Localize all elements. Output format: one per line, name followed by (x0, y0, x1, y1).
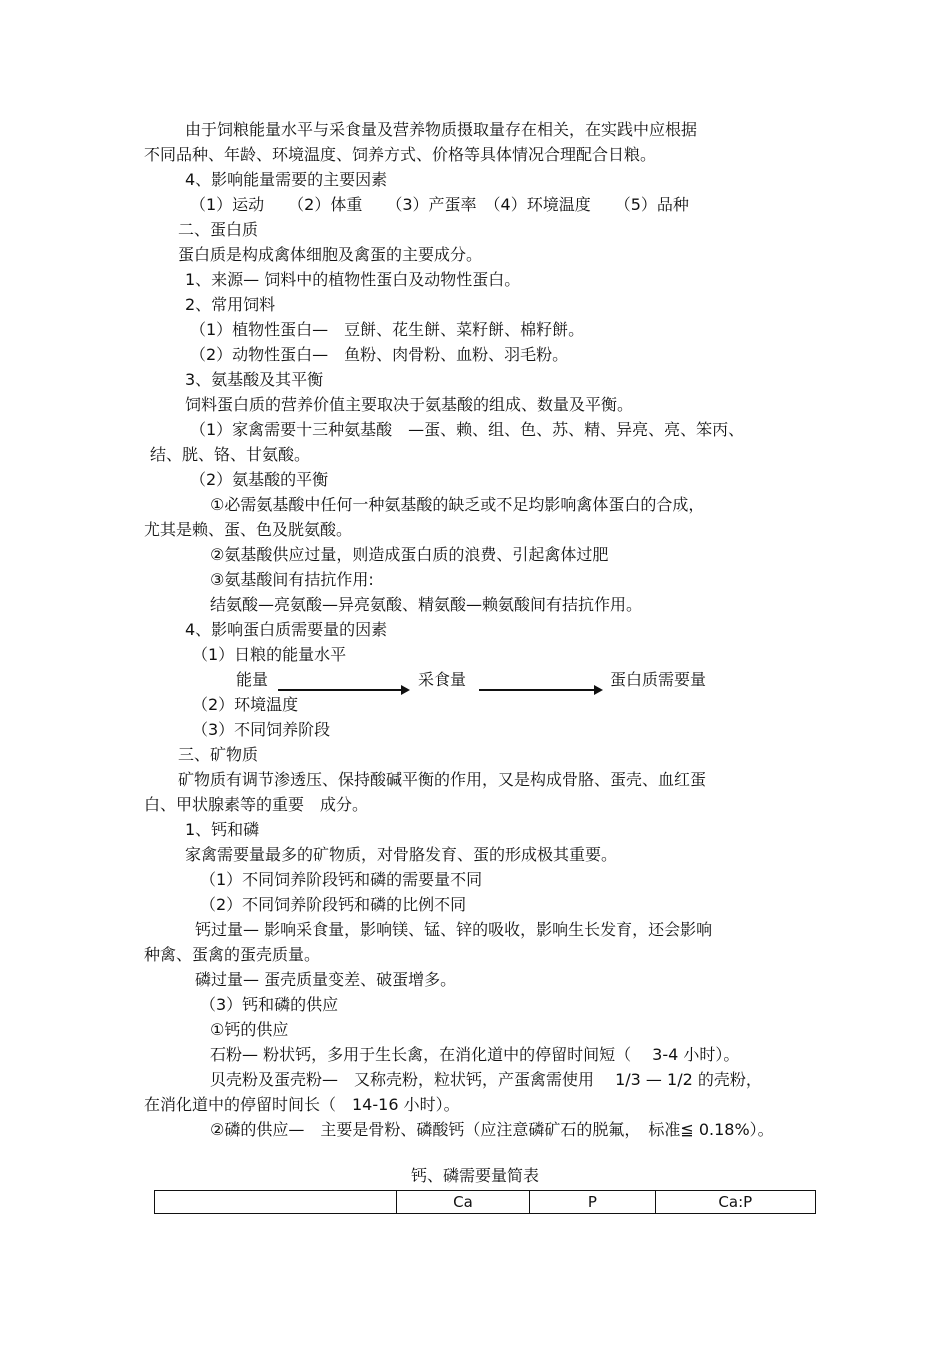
flow-label-intake: 采食量 (418, 670, 467, 689)
paragraph-line: 磷过量— 蛋壳质量变差、破蛋增多。 (195, 970, 457, 989)
section-heading: 1、钙和磷 (185, 820, 260, 839)
flow-label-energy: 能量 (236, 670, 269, 689)
paragraph-line: 种禽、蛋禽的蛋壳质量。 (144, 945, 321, 964)
flow-arrow-icon (278, 689, 408, 691)
paragraph-line: （2）环境温度 (192, 695, 299, 714)
paragraph-line: 尤其是赖、蛋、色及胱氨酸。 (144, 520, 353, 539)
paragraph-line: 蛋白质是构成禽体细胞及禽蛋的主要成分。 (178, 245, 483, 264)
flow-arrow-icon (479, 689, 601, 691)
paragraph-line: 结氨酸—亮氨酸—异亮氨酸、精氨酸—赖氨酸间有拮抗作用。 (210, 595, 643, 614)
paragraph-line: （2）动物性蛋白— 鱼粉、肉骨粉、血粉、羽毛粉。 (190, 345, 569, 364)
paragraph-line: （2）氨基酸的平衡 (190, 470, 329, 489)
table-header-cell: Ca:P (655, 1191, 815, 1214)
paragraph-line: 钙过量— 影响采食量，影响镁、锰、锌的吸收，影响生长发育，还会影响 (195, 920, 713, 939)
paragraph-line: 石粉— 粉状钙，多用于生长禽，在消化道中的停留时间短（ 3-4 小时）。 (210, 1045, 740, 1064)
paragraph-line: （1）运动 （2）体重 （3）产蛋率 （4）环境温度 （5）品种 (190, 195, 689, 214)
paragraph-line: ①钙的供应 (210, 1020, 289, 1039)
paragraph-line: （2）不同饲养阶段钙和磷的比例不同 (200, 895, 467, 914)
section-heading: 三、矿物质 (178, 745, 259, 764)
paragraph-line: 贝壳粉及蛋壳粉— 又称壳粉，粒状钙，产蛋禽需使用 1/3 — 1/2 的壳粉， (210, 1070, 762, 1089)
paragraph-line: （3）钙和磷的供应 (200, 995, 339, 1014)
paragraph-line: （1）不同饲养阶段钙和磷的需要量不同 (200, 870, 483, 889)
paragraph-line: （1）植物性蛋白— 豆餅、花生餅、菜籽餅、棉籽餅。 (190, 320, 585, 339)
paragraph-line: 白、甲状腺素等的重要 成分。 (144, 795, 369, 814)
paragraph-line: 由于饲粮能量水平与采食量及营养物质摄取量存在相关，在实践中应根据 (185, 120, 698, 139)
section-heading: 3、氨基酸及其平衡 (185, 370, 324, 389)
paragraph-line: 1、来源— 饲料中的植物性蛋白及动物性蛋白。 (185, 270, 521, 289)
paragraph-line: （3）不同饲养阶段 (192, 720, 331, 739)
flow-label-protein: 蛋白质需要量 (610, 670, 707, 689)
paragraph-line: 在消化道中的停留时间长（ 14-16 小时）。 (144, 1095, 460, 1114)
paragraph-line: （1）家禽需要十三种氨基酸 —蛋、赖、组、色、苏、精、异亮、亮、笨丙、 (190, 420, 745, 439)
paragraph-line: 家禽需要量最多的矿物质，对骨胳发育、蛋的形成极其重要。 (185, 845, 618, 864)
section-heading: 4、影响能量需要的主要因素 (185, 170, 388, 189)
calcium-phosphorus-table (154, 1190, 816, 1214)
paragraph-line: ③氨基酸间有拮抗作用: (210, 570, 374, 589)
paragraph-line: 矿物质有调节渗透压、保持酸碱平衡的作用，又是构成骨胳、蛋壳、血红蛋 (178, 770, 707, 789)
paragraph-line: ①必需氨基酸中任何一种氨基酸的缺乏或不足均影响禽体蛋白的合成， (210, 495, 705, 514)
paragraph-line: （1）日粮的能量水平 (192, 645, 347, 664)
table-header-cell: Ca (396, 1191, 529, 1214)
table-header-cell (155, 1191, 397, 1214)
section-heading: 2、常用饲料 (185, 295, 276, 314)
section-heading: 4、影响蛋白质需要量的因素 (185, 620, 388, 639)
paragraph-line: 饲料蛋白质的营养价值主要取决于氨基酸的组成、数量及平衡。 (185, 395, 634, 414)
table-header-cell: P (530, 1191, 655, 1214)
paragraph-line: 结、胱、铬、甘氨酸。 (150, 445, 311, 464)
paragraph-line: ②磷的供应— 主要是骨粉、磷酸钙（应注意磷矿石的脱氟， 标准≦ 0.18%）。 (210, 1120, 774, 1139)
table-header-row (155, 1191, 816, 1214)
paragraph-line: 不同品种、年龄、环境温度、饲养方式、价格等具体情况合理配合日粮。 (144, 145, 657, 164)
section-heading: 二、蛋白质 (178, 220, 259, 239)
paragraph-line: ②氨基酸供应过量，则造成蛋白质的浪费、引起禽体过肥 (210, 545, 609, 564)
table-title: 钙、磷需要量简表 (410, 1166, 539, 1185)
